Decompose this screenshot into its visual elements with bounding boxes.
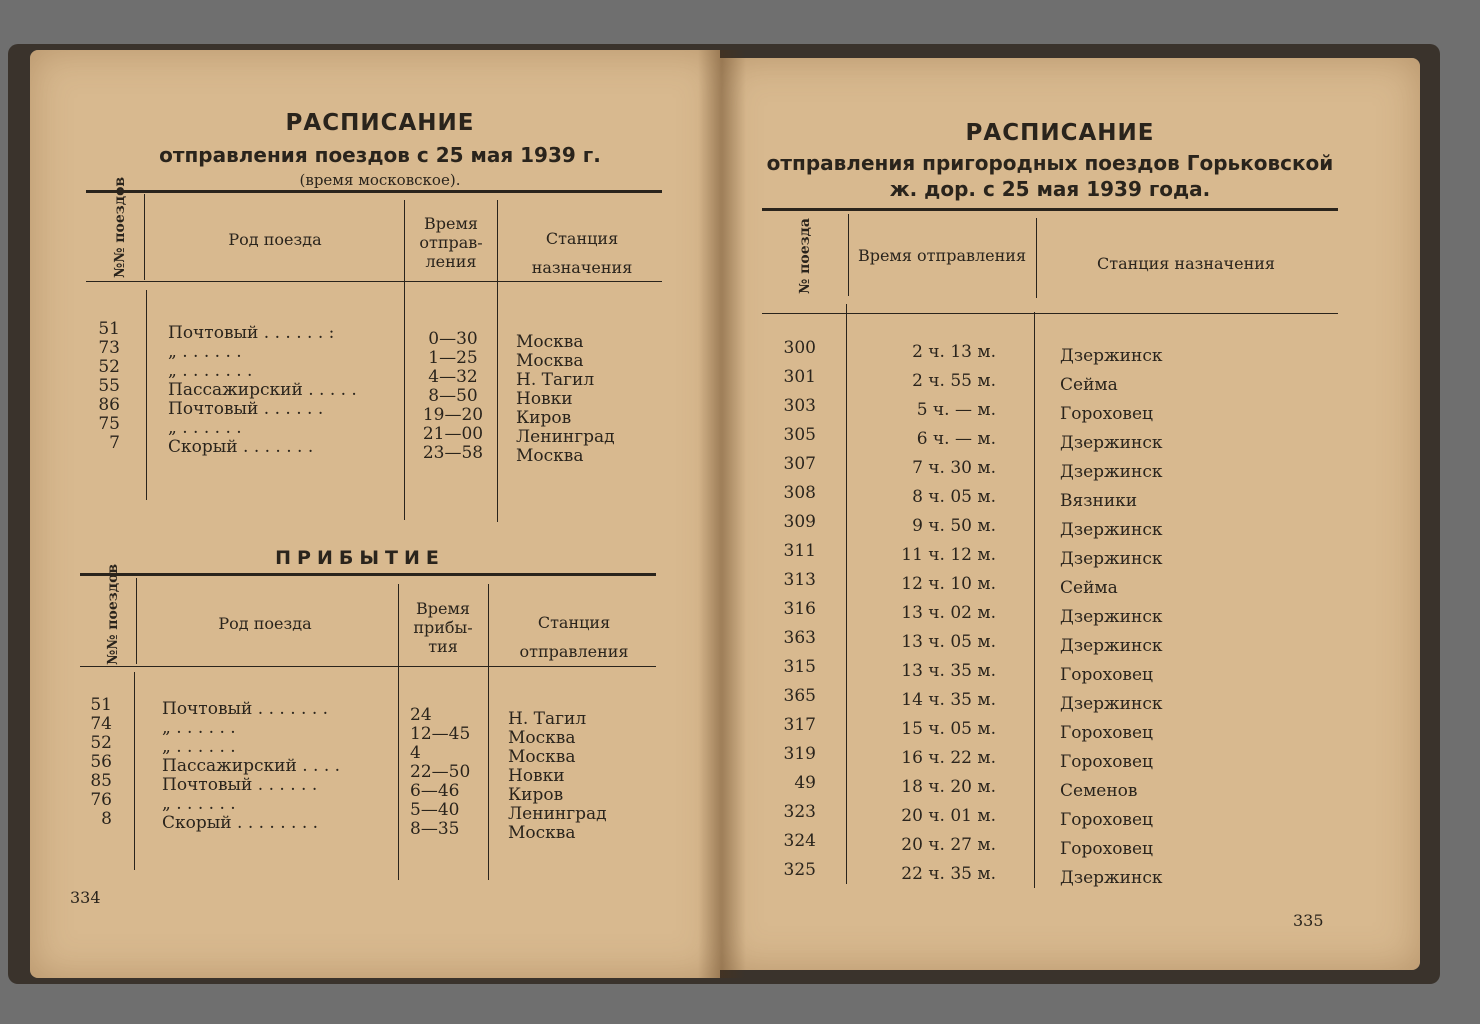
suburban-divider-1 [848,214,849,296]
suburban-stations: Дзержинск Сейма Гороховец Дзержинск Дзержинск Вязники Дзержинск Дзержинск Сейма Дзержинск Дзержинск Гороховец Дзержинск Гороховец Гороховец Семенов Гороховец Гороховец Дзержинск [1060,346,1163,888]
arrivals-header-station: Станция отправления [519,613,629,661]
departures-header-station: Станция назначения [531,229,633,277]
arrivals-header-num: №№ поездов [105,563,121,665]
departures-times: 0—30 1—25 4—32 8—50 19—20 21—00 23—58 [422,330,484,463]
suburban-header-station: Станция назначения [1096,254,1276,273]
suburban-header-num: № поезда [797,218,813,294]
suburban-divider-2 [1036,218,1037,298]
arrivals-stations: Н. Тагил Москва Москва Новки Киров Ленинград Москва [508,710,607,843]
left-page-number: 334 [70,888,101,907]
suburban-header-time: Время отправления [857,246,1027,265]
book-gutter [698,50,746,978]
departures-top-rule [86,190,662,193]
departures-numbers: 51 73 52 55 86 75 7 [98,320,120,453]
suburban-divider-1b [846,304,847,884]
arrivals-divider-1b [134,672,135,870]
arrivals-header-time: Время прибы- тия [413,599,473,656]
departures-header-time: Время отправ- ления [419,214,483,271]
departures-divider-1 [144,194,145,280]
departures-types: Почтовый . . . . . . : „ . . . . . . „ . . . . . . . Пассажирский . . . . . Почтовый . . . . . . „ . . . . . . Скорый . . . . . . . [168,324,357,457]
departures-header-num: №№ поездов [112,176,128,278]
suburban-top-rule [762,208,1338,211]
departures-divider-3 [497,200,498,522]
arrivals-types: Почтовый . . . . . . . „ . . . . . . „ . . . . . . Пассажирский . . . . Почтовый . . . . . . „ . . . . . . Скорый . . . . . . . . [162,700,341,833]
arrivals-numbers: 51 74 52 56 85 76 8 [90,696,112,829]
right-page-title: РАСПИСАНИЕ [965,120,1155,146]
arrivals-header-type: Род поезда [218,614,312,633]
left-page-subtitle: отправления поездов с 25 мая 1939 г. [159,143,601,167]
departures-stations: Москва Москва Н. Тагил Новки Киров Ленинград Москва [516,333,615,466]
suburban-divider-2b [1034,312,1035,888]
arrivals-top-rule [80,573,656,576]
arrivals-divider-1 [136,578,137,664]
left-page-title: РАСПИСАНИЕ [285,110,475,136]
arrivals-header-rule [80,666,656,667]
departures-divider-2 [404,200,405,520]
arrivals-divider-3 [488,584,489,880]
right-page-number: 335 [1293,911,1324,930]
arrivals-title: ПРИБЫТИЕ [275,547,445,569]
left-page-note: (время московское). [299,171,461,189]
arrivals-times: 24 12—45 4 22—50 6—46 5—40 8—35 [410,706,471,839]
suburban-times: 2 ч. 13 м. 2 ч. 55 м. 5 ч. — м. 6 ч. — м. 7 ч. 30 м. 8 ч. 05 м. 9 ч. 50 м. 11 ч. 12 м. 12 ч. 10 м. 13 ч. 02 м. 13 ч. 05 м. 13 ч. 35 м. 14 ч. 35 м. 15 ч. 05 м. 16 ч. 22 м. 18 ч. 20 м. 20 ч. 01 м. 20 ч. 27 м. 22 ч. 35 м. [901,342,996,884]
arrivals-divider-2 [398,584,399,880]
departures-header-type: Род поезда [228,230,322,249]
suburban-header-rule [762,313,1338,314]
suburban-numbers: 300 301 303 305 307 308 309 311 313 316 363 315 365 317 319 49 323 324 325 [783,338,816,880]
departures-divider-1b [146,290,147,500]
right-page-subtitle: отправления пригородных поездов Горьковской ж. дор. с 25 мая 1939 года. [766,151,1334,201]
